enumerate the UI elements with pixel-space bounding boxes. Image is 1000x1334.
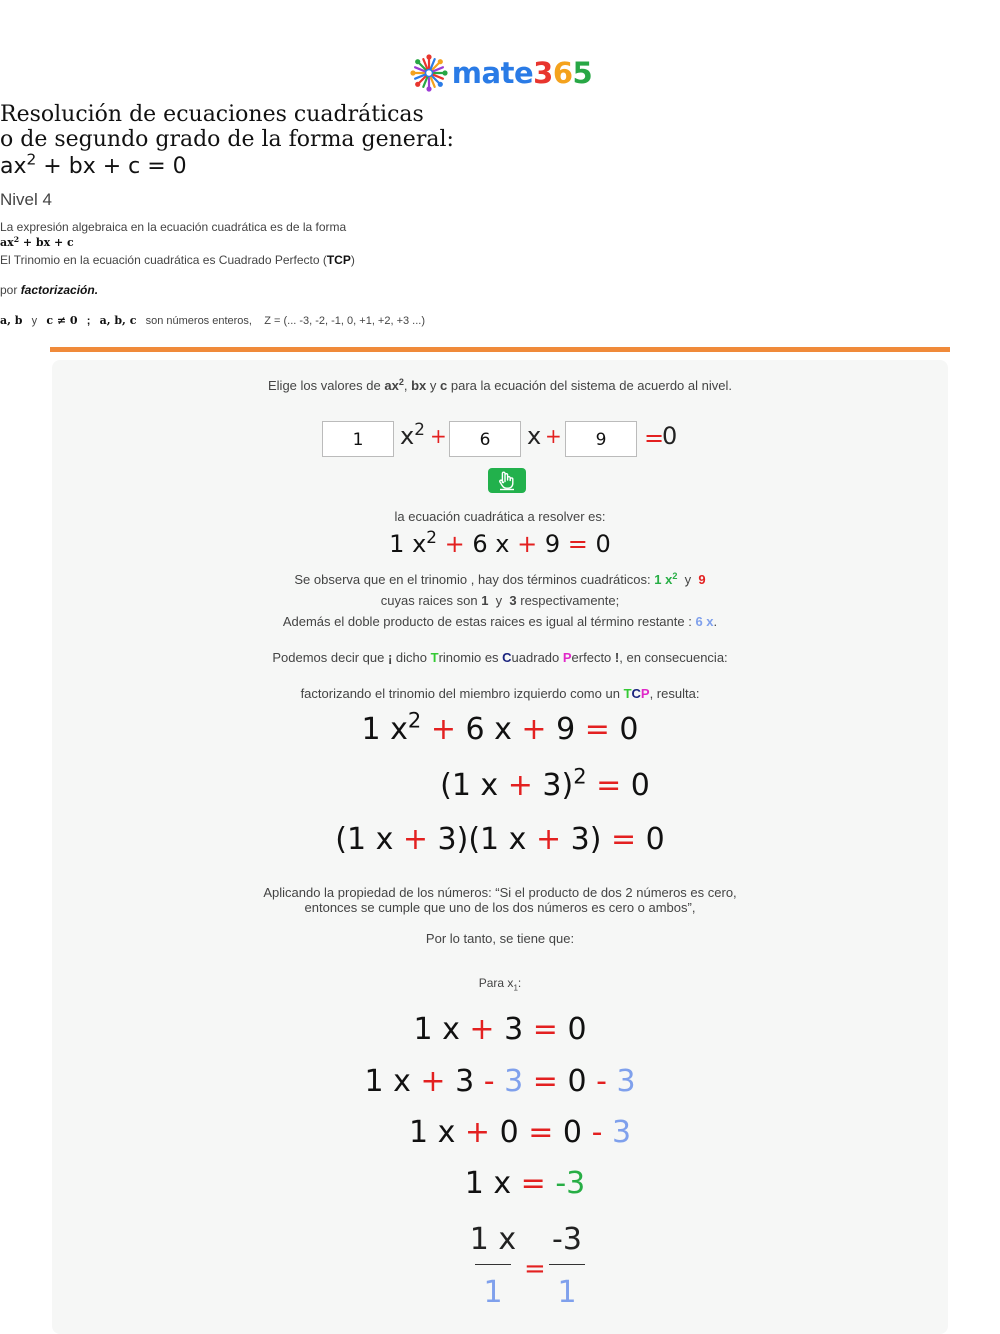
fraction-left-bar bbox=[475, 1264, 511, 1265]
method-pre: por bbox=[0, 283, 21, 297]
obs4-excl2: ! bbox=[614, 650, 620, 665]
title-line-1: Resolución de ecuaciones cuadráticas bbox=[0, 102, 424, 127]
constraint-text: son números enteros, bbox=[145, 315, 252, 327]
obs2-pre: cuyas raices son bbox=[380, 593, 482, 608]
logo-digit-6: 6 bbox=[552, 56, 573, 90]
formula-exp: 2 bbox=[26, 150, 37, 169]
x-label-1: x bbox=[400, 422, 415, 450]
fraction-equals: = bbox=[524, 1254, 546, 1284]
formula-rest: + bx + c = 0 bbox=[36, 154, 187, 179]
fraction-left bbox=[468, 1222, 518, 1310]
para-pre: Para x bbox=[478, 976, 514, 990]
plus-sign-2: + bbox=[545, 424, 562, 448]
prompt-c: c bbox=[440, 378, 448, 393]
factor-step-2: (1 x + 3)$^2$ = 0 bbox=[440, 764, 650, 803]
equation-to-solve: 1 $x^2 + 6$ x + 9 = 0 bbox=[389, 526, 611, 558]
prompt-pre: Elige los valores de bbox=[268, 378, 385, 393]
obs5-pre: factorizando el trinomio del miembro izquierdo como un bbox=[300, 686, 624, 701]
obs4-excl1: ¡ bbox=[387, 650, 393, 665]
constraint-c: c ≠ 0 bbox=[46, 314, 78, 327]
para-sub: 1 bbox=[513, 983, 518, 993]
obs4-erfecto: erfecto bbox=[571, 650, 615, 665]
description-form-rest: + bx + c bbox=[19, 236, 74, 249]
coefficient-a-input[interactable]: 1 bbox=[322, 421, 394, 457]
eq-b: 6 bbox=[472, 530, 488, 558]
para-x1-label bbox=[0, 976, 1000, 992]
x-squared-label bbox=[400, 418, 425, 450]
observation-line-2 bbox=[0, 593, 1000, 608]
equals-zero: 0 bbox=[662, 422, 678, 450]
solve-label: la ecuación cuadrática a resolver es: bbox=[394, 509, 606, 524]
property-line-2: entonces se cumple que uno de los dos números es cero o ambos”, bbox=[304, 900, 696, 915]
constraint-y: y bbox=[31, 315, 38, 327]
logo-wordmark bbox=[452, 56, 592, 90]
fraction-left-denominator: 1 bbox=[483, 1275, 503, 1310]
factor-step-3: (1 x + 3)(1 x + 3) = 0 bbox=[335, 822, 665, 857]
obs2-root2: 3 bbox=[509, 593, 517, 608]
logo-digit-3: 3 bbox=[533, 56, 553, 90]
constraint-ab: a, b bbox=[0, 314, 23, 327]
eq-a: 1 bbox=[389, 530, 405, 558]
obs5-T: T bbox=[623, 686, 632, 701]
constraint-semicolon: ; bbox=[86, 315, 91, 327]
solve-step-2: 1 x + 3 - 3 = 0 - 3 bbox=[364, 1064, 636, 1099]
constraint-z: Z = (... -3, -2, -1, 0, +1, +2, +3 ...) bbox=[264, 315, 426, 327]
obs2-y: y bbox=[495, 593, 503, 608]
prompt-post: para la ecuación del sistema de acuerdo al nivel. bbox=[447, 378, 732, 393]
solve-step-4: 1 x = -3 bbox=[464, 1166, 586, 1201]
general-form-formula bbox=[0, 150, 1000, 179]
obs1-y: y bbox=[684, 572, 692, 587]
solve-step-1: 1 x + 3 = 0 bbox=[413, 1012, 587, 1047]
description-form-exp: 2 bbox=[13, 234, 20, 244]
observation-line-1 bbox=[0, 572, 1000, 587]
prompt-ax: ax bbox=[384, 378, 399, 393]
chooser-prompt bbox=[0, 378, 1000, 393]
obs1-exp: 2 bbox=[672, 571, 678, 581]
eq-c: 9 bbox=[544, 530, 561, 558]
prompt-sep: , bbox=[403, 378, 412, 393]
description-form bbox=[0, 236, 1000, 249]
solve-step-3: 1 x + 0 = 0 - 3 bbox=[408, 1115, 632, 1150]
obs2-root1: 1 bbox=[481, 593, 489, 608]
description-line-3 bbox=[0, 253, 1000, 267]
constraints-line bbox=[0, 314, 1000, 327]
obs5-P: P bbox=[640, 686, 650, 701]
description-line-1: La expresión algebraica en la ecuación cuadrática es de la forma bbox=[0, 220, 347, 234]
fraction-left-numerator: 1 x bbox=[469, 1222, 517, 1257]
logo-flower-icon bbox=[408, 52, 450, 94]
coefficient-b-input[interactable]: 6 bbox=[449, 421, 521, 457]
constraint-abc: a, b, c bbox=[99, 314, 137, 327]
obs5-post: , resulta: bbox=[649, 686, 700, 701]
fraction-right bbox=[542, 1222, 592, 1310]
solve-button[interactable] bbox=[488, 468, 526, 493]
title-line-2: o de segundo grado de la forma general: bbox=[0, 127, 454, 152]
prompt-bx: bx bbox=[411, 378, 427, 393]
tcp-acronym: TCP bbox=[326, 253, 351, 267]
obs2-post: respectivamente; bbox=[516, 593, 620, 608]
prompt-exp: 2 bbox=[398, 377, 404, 387]
observation-line-5 bbox=[0, 686, 1000, 701]
obs4-pre: Podemos decir que bbox=[272, 650, 388, 665]
fraction-right-numerator: -3 bbox=[552, 1222, 582, 1257]
description-form-ax: ax bbox=[0, 236, 14, 249]
para-post: : bbox=[517, 976, 522, 990]
logo[interactable] bbox=[0, 52, 1000, 94]
plus-sign-1: + bbox=[430, 424, 447, 448]
observation-line-3 bbox=[0, 614, 1000, 629]
obs4-T: T bbox=[430, 650, 439, 665]
observation-line-4 bbox=[0, 650, 1000, 665]
hand-pointer-icon bbox=[497, 471, 517, 491]
method-name: factorización. bbox=[20, 283, 99, 297]
obs4-dicho: dicho bbox=[392, 650, 431, 665]
logo-word-mate: mate bbox=[451, 56, 534, 90]
method-line bbox=[0, 283, 1000, 297]
page-title bbox=[0, 102, 1000, 152]
x-label-2: x bbox=[527, 422, 542, 450]
orange-divider bbox=[50, 347, 950, 352]
obs3-post: . bbox=[713, 614, 718, 629]
fraction-right-bar bbox=[549, 1264, 585, 1265]
obs4-rinomio: rinomio es bbox=[438, 650, 503, 665]
property-line-3: Por lo tanto, se tiene que: bbox=[425, 931, 575, 946]
coefficient-c-input[interactable]: 9 bbox=[565, 421, 637, 457]
x-label-exp: 2 bbox=[414, 418, 425, 439]
tcp-text-pre: El Trinomio en la ecuación cuadrática es Cuadrado Perfecto ( bbox=[0, 253, 327, 267]
obs5-C: C bbox=[631, 686, 641, 701]
factor-step-1: 1 $x^2 + 6$ x + 9 = 0 bbox=[361, 708, 639, 747]
equals-sign: = bbox=[644, 424, 665, 452]
obs4-P: P bbox=[562, 650, 572, 665]
obs4-uadrado: uadrado bbox=[511, 650, 563, 665]
obs1-pre: Se observa que en el trinomio , hay dos términos cuadráticos: bbox=[294, 572, 655, 587]
property-line-1: Aplicando la propiedad de los números: “Si el producto de dos 2 números es cero, bbox=[263, 885, 737, 900]
obs3-term: 6 x bbox=[695, 614, 714, 629]
obs3-pre: Además el doble producto de estas raices es igual al término restante : bbox=[282, 614, 696, 629]
obs1-term2: 9 bbox=[698, 572, 706, 587]
obs1-term1: 1 x bbox=[654, 572, 673, 587]
obs4-post: , en consecuencia: bbox=[619, 650, 728, 665]
level-label: Nivel 4 bbox=[0, 190, 52, 209]
fraction-right-denominator: 1 bbox=[557, 1275, 577, 1310]
obs4-C: C bbox=[502, 650, 512, 665]
prompt-y: y bbox=[426, 378, 441, 393]
tcp-text-post: ) bbox=[350, 253, 355, 267]
logo-digit-5: 5 bbox=[572, 56, 593, 90]
formula-ax: ax bbox=[0, 154, 27, 179]
